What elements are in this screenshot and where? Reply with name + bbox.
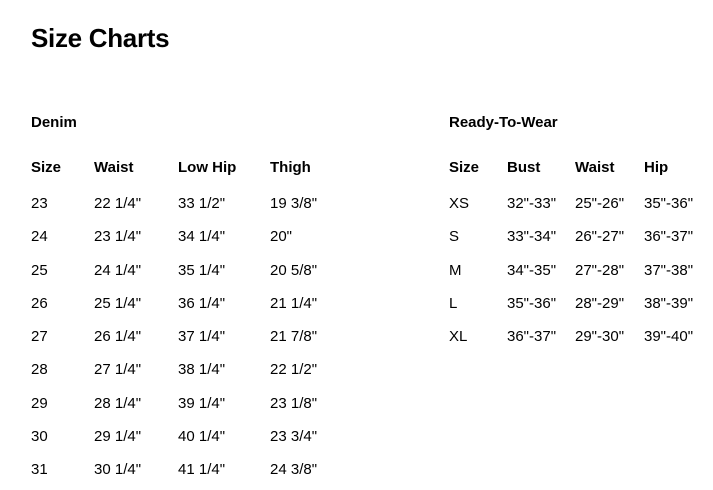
table-cell: 40 1/4" [178,427,226,445]
table-cell: 26 1/4" [94,328,142,345]
table-cell: 29 [31,394,48,412]
table-row [449,196,713,229]
table-cell: 25"-26" [575,195,625,212]
table-cell: 30 [31,427,48,445]
table-row [449,263,713,296]
table-cell: 20" [270,228,293,246]
table-cell: 23 1/8" [270,394,318,412]
table-row [31,462,449,490]
table-cell: 36 1/4" [178,294,226,312]
table-cell: 29 1/4" [94,427,142,445]
page-title: Size Charts [31,23,170,53]
table-cell: 26 [31,294,48,312]
table-row [31,296,449,329]
header-cell: Waist [94,159,134,176]
header-cell: Low Hip [178,159,237,176]
table-cell: 19 3/8" [270,195,318,212]
size-charts-tables [31,115,713,490]
table-cell: 41 1/4" [178,461,226,478]
ready-to-wear-table-label: Ready-To-Wear [449,114,558,131]
denim-table-label: Denim [31,114,77,131]
ready-to-wear-section [449,115,713,490]
table-cell: L [449,294,458,312]
table-header-row [449,160,713,196]
table-cell: 23 [31,195,48,212]
table-cell: 30 1/4" [94,461,142,478]
table-cell: 23 1/4" [94,228,142,246]
table-cell: 21 7/8" [270,328,318,345]
table-cell: 35"-36" [644,195,694,212]
header-cell: Size [449,159,480,176]
table-cell: 39"-40" [644,328,694,345]
table-cell: XS [449,195,470,212]
table-cell: 39 1/4" [178,394,226,412]
table-cell: 28 1/4" [94,394,142,412]
header-cell: Bust [507,159,541,176]
table-row [31,263,449,296]
denim-table [31,160,449,490]
table-row [31,362,449,395]
table-row [31,329,449,362]
size-charts-page [0,25,713,490]
table-cell: 22 1/4" [94,195,142,212]
table-cell: 33"-34" [507,228,557,246]
table-cell: 36"-37" [507,328,557,345]
table-cell: 27"-28" [575,261,625,279]
table-cell: 28 [31,361,48,379]
table-cell: 34"-35" [507,261,557,279]
table-cell: 23 3/4" [270,427,318,445]
table-row [449,329,713,362]
table-cell: 29"-30" [575,328,625,345]
table-cell: 22 1/2" [270,361,318,379]
table-cell: 28"-29" [575,294,625,312]
table-row [31,429,449,462]
table-cell: M [449,261,462,279]
table-cell: 32"-33" [507,195,557,212]
table-cell: 27 [31,328,48,345]
table-cell: 27 1/4" [94,361,142,379]
header-cell: Hip [644,159,669,176]
table-row [449,296,713,329]
table-cell: 26"-27" [575,228,625,246]
table-cell: 36"-37" [644,228,694,246]
table-cell: XL [449,328,468,345]
table-row [449,229,713,262]
table-cell: 37"-38" [644,261,694,279]
table-cell: 25 1/4" [94,294,142,312]
table-cell: 24 3/8" [270,461,318,478]
table-row [31,229,449,262]
table-cell: 38"-39" [644,294,694,312]
table-cell: 31 [31,461,48,478]
table-cell: 34 1/4" [178,228,226,246]
table-cell: 25 [31,261,48,279]
table-cell: 35"-36" [507,294,557,312]
header-cell: Waist [575,159,615,176]
header-cell: Size [31,159,62,176]
table-cell: 24 [31,228,48,246]
table-cell: 38 1/4" [178,361,226,379]
table-cell: 24 1/4" [94,261,142,279]
table-cell: 33 1/2" [178,195,226,212]
denim-section [31,115,449,490]
table-cell: 35 1/4" [178,261,226,279]
table-cell: S [449,228,460,246]
table-header-row [31,160,449,196]
table-cell: 37 1/4" [178,328,226,345]
table-cell: 21 1/4" [270,294,318,312]
table-row [31,196,449,229]
ready-to-wear-table [449,160,713,362]
table-row [31,396,449,429]
table-cell: 20 5/8" [270,261,318,279]
header-cell: Thigh [270,159,311,176]
